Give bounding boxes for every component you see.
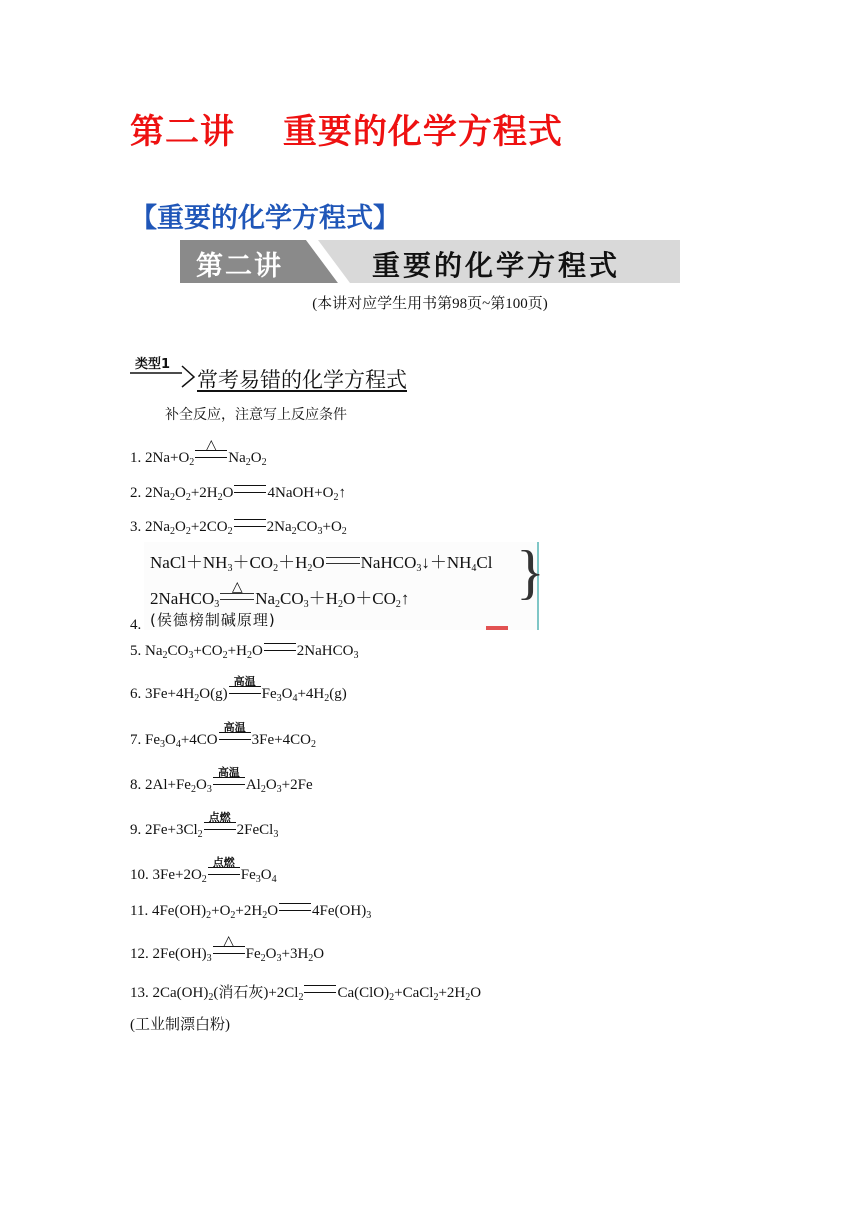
reaction-arrow bbox=[204, 811, 236, 830]
high-temp-condition: 高温 bbox=[223, 721, 246, 734]
banner-lecture-title: 重要的化学方程式 bbox=[372, 249, 621, 282]
high-temp-condition: 高温 bbox=[233, 675, 256, 688]
equation-9: 9. $2Fe+3Cl_2$ 点燃 2FeCl$_3$ bbox=[130, 811, 279, 840]
reaction-arrow bbox=[219, 721, 251, 740]
equation-2: 2. $2Na_2O_2+2H_2O$ $4NaOH+O_2↑$ bbox=[130, 485, 346, 503]
equation-8: 8. $2Al+Fe_2O_3$ 高温 $Al_2O_3+2Fe$ bbox=[130, 766, 313, 795]
reaction-arrow bbox=[208, 856, 240, 875]
slaked-lime-note: (消石灰) bbox=[213, 985, 269, 1001]
inset-caption: (侯德榜制碱原理) bbox=[150, 611, 276, 629]
brace-icon: } bbox=[516, 539, 545, 605]
reaction-arrow bbox=[234, 485, 266, 493]
instruction-text: 补全反应，注意写上反应条件 bbox=[165, 407, 347, 423]
type-arrow-icon bbox=[130, 360, 200, 388]
reaction-arrow bbox=[304, 985, 336, 993]
type-label: 类型1 bbox=[135, 357, 171, 372]
equation-5: 5. $Na_2CO_3+CO_2+H_2O$ 2NaHCO$_3$ bbox=[130, 643, 359, 661]
reaction-arrow bbox=[213, 766, 245, 785]
equation-10: 10. $3Fe+2O_2$ 点燃 $Fe_3O_4$ bbox=[130, 856, 277, 885]
heat-condition: △ bbox=[231, 579, 243, 595]
solvay-process-image: $NaCl+NH_3+CO_2+H_2O$ $NaHCO_3↓+NH_4Cl$ 2NaHCO$_3$ △ $Na_2CO_3+H_2O+CO_2↑$ (侯德榜制碱原理) } bbox=[144, 542, 539, 630]
heat-condition: △ bbox=[223, 933, 235, 949]
equation-6: 6. $3Fe+4H_2O(g)$ 高温 $Fe_3O_4+4H_2(g)$ bbox=[130, 675, 347, 704]
red-mark bbox=[486, 626, 508, 630]
section-subtitle: 【重要的化学方程式】 bbox=[130, 203, 400, 234]
equation-3: 3. $2Na_2O_2+2CO_2$ $2Na_2CO_3+O_2$ bbox=[130, 519, 347, 537]
reaction-arrow bbox=[213, 933, 245, 954]
equation-7: 7. $Fe_3O_4+4CO$ 高温 $3Fe+4CO_2$ bbox=[130, 721, 316, 750]
ignite-condition: 点燃 bbox=[208, 811, 231, 824]
reaction-arrow bbox=[279, 903, 311, 911]
page-reference: (本讲对应学生用书第98页~第100页) bbox=[312, 296, 548, 312]
equation-13: 13. $2Ca(OH)_2$(消石灰)$+2Cl_2$ $Ca(ClO)_2+CaCl_2+2H_2O$ bbox=[130, 985, 482, 1003]
bleaching-powder-note: (工业制漂白粉) bbox=[130, 1017, 230, 1033]
heat-condition: △ bbox=[205, 437, 217, 453]
banner-lecture-number: 第二讲 bbox=[196, 251, 283, 282]
reaction-arrow bbox=[264, 643, 296, 651]
type-heading: 常考易错的化学方程式 bbox=[197, 368, 407, 392]
high-temp-condition: 高温 bbox=[217, 766, 240, 779]
reaction-arrow bbox=[229, 675, 261, 694]
reaction-arrow bbox=[195, 437, 227, 458]
equation-12: 12. $2Fe(OH)_3$ △ $Fe_2O_3+3H_2O$ bbox=[130, 933, 325, 964]
reaction-arrow bbox=[234, 519, 266, 527]
equation-11: 11. $4Fe(OH)_2+O_2+2H_2O$ $4Fe(OH)_3$ bbox=[130, 903, 372, 921]
equation-4-number: 4. bbox=[130, 617, 142, 633]
page-title: 第二讲 重要的化学方程式 bbox=[130, 112, 563, 152]
ignite-condition: 点燃 bbox=[212, 856, 235, 869]
lecture-banner bbox=[180, 240, 680, 283]
equation-1: 1. $2Na+O_2$ △ $Na_2O_2$ bbox=[130, 437, 267, 468]
